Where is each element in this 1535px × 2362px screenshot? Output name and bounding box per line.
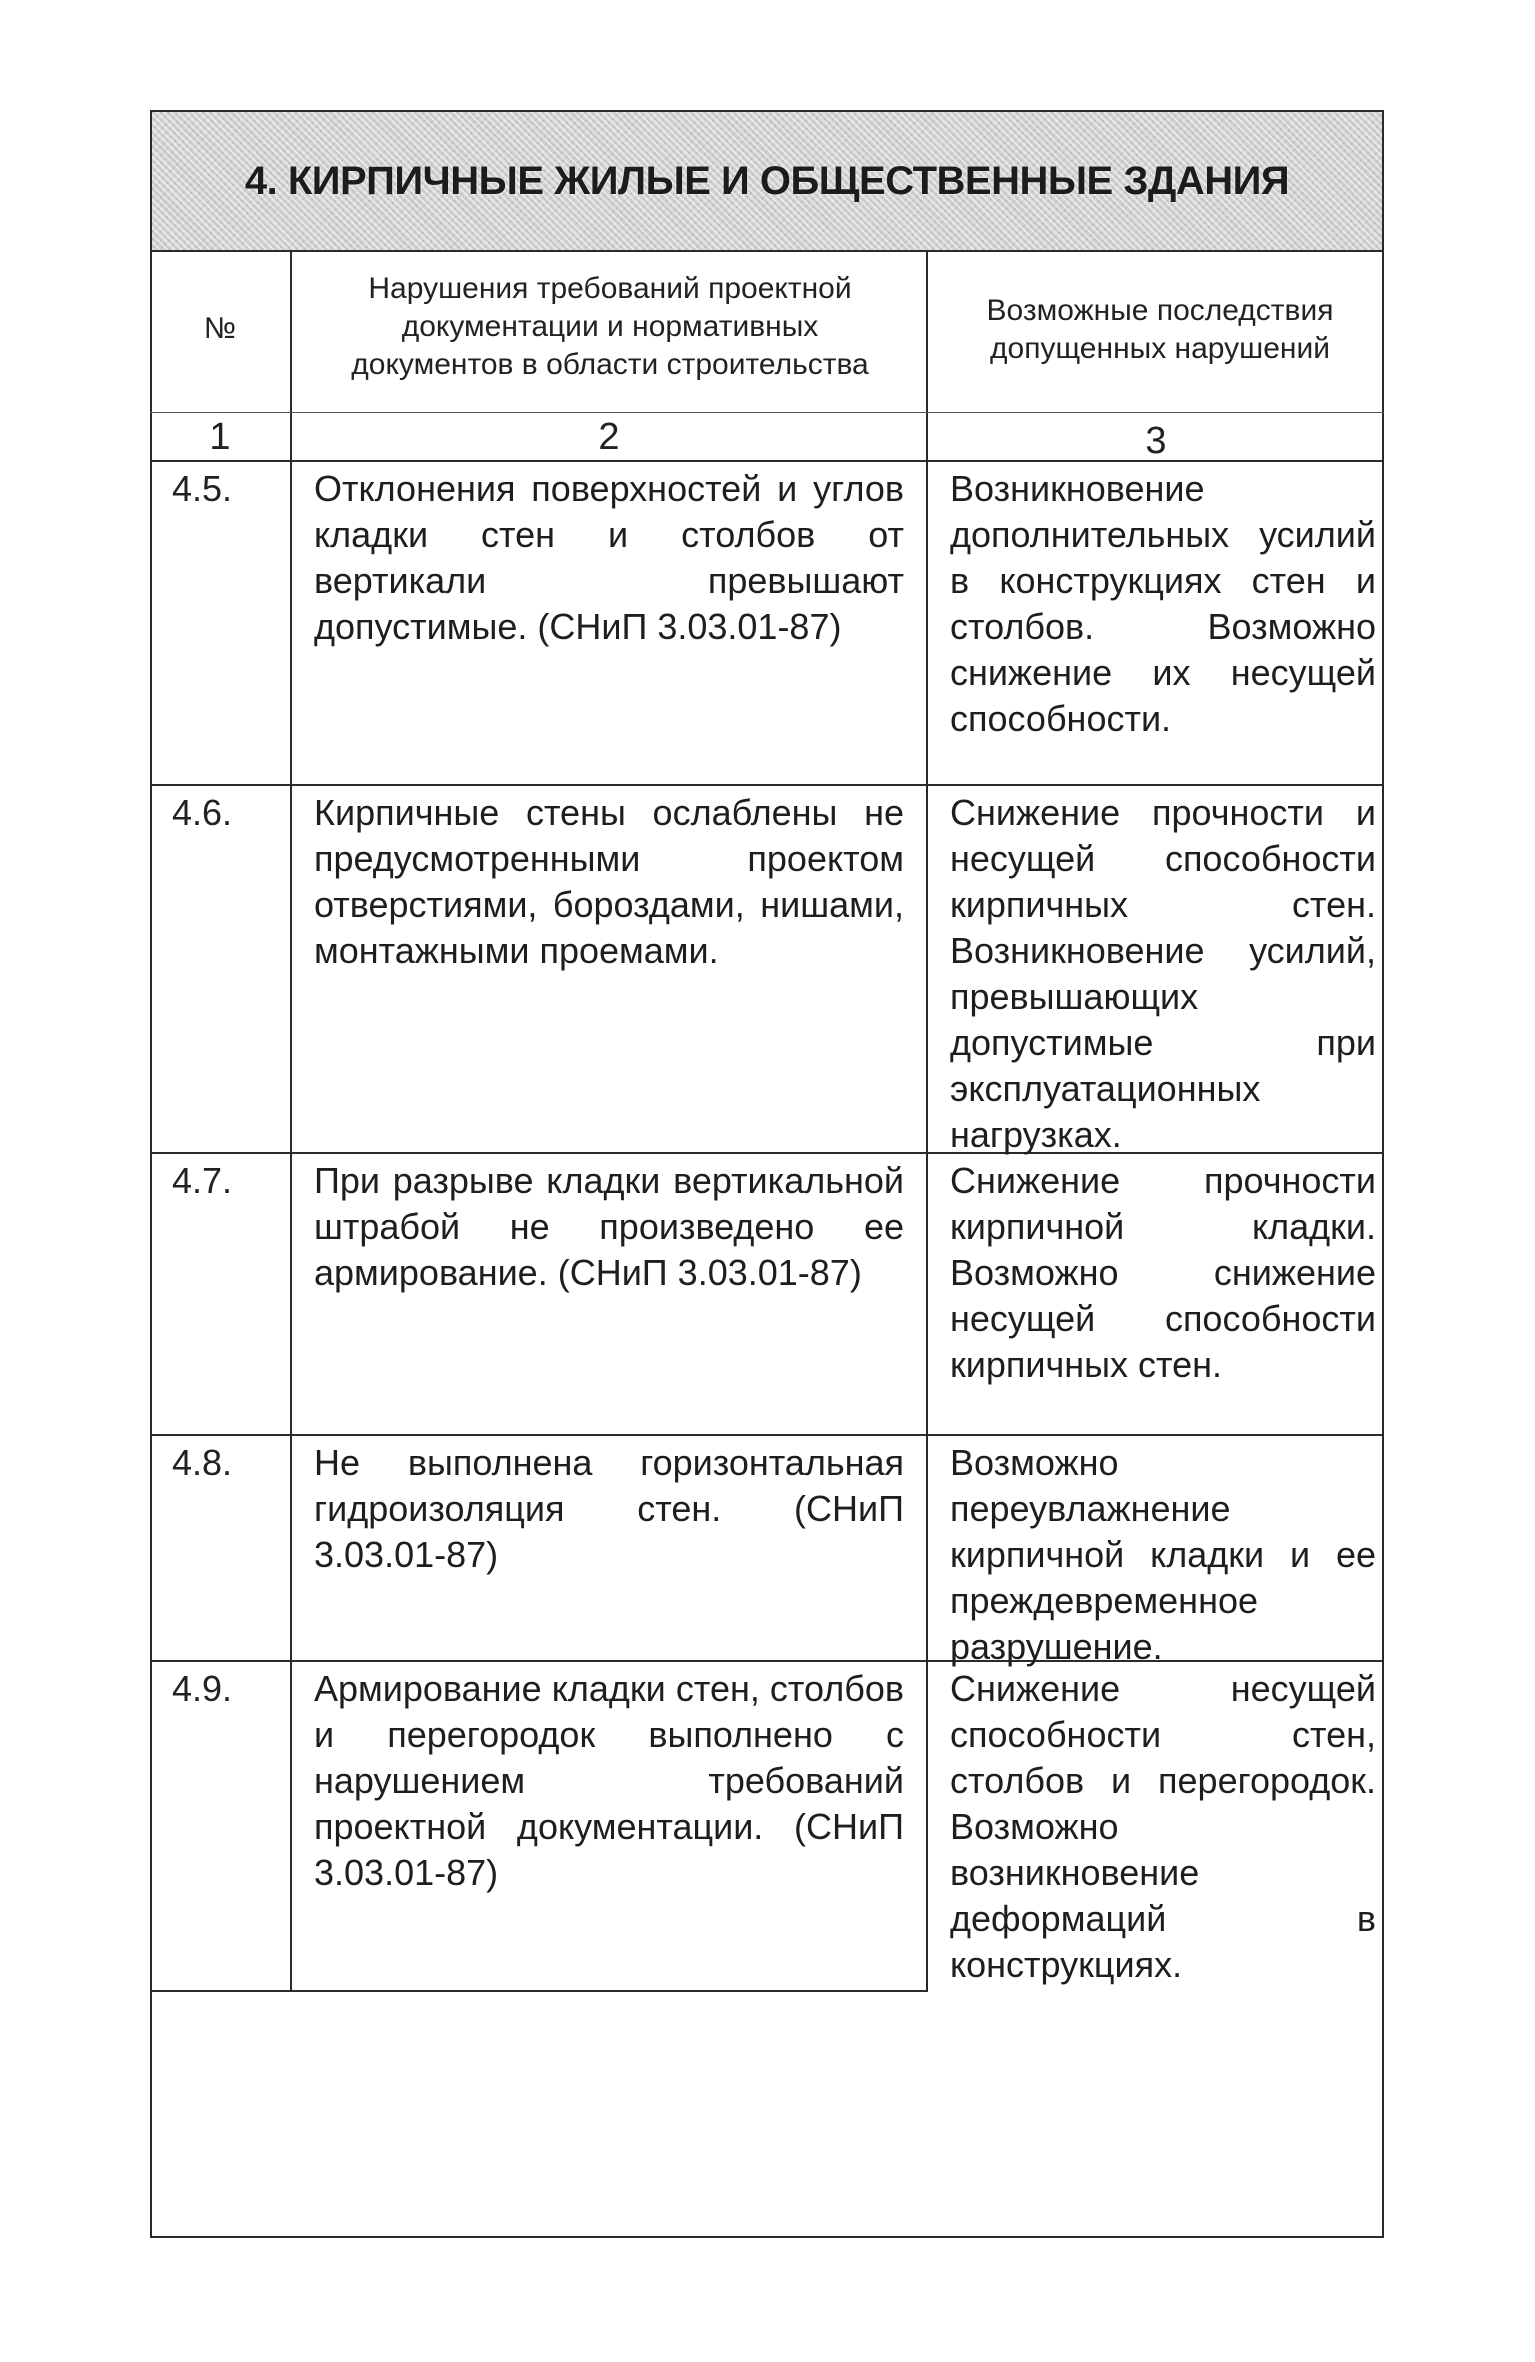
violation-cell: Кирпичные стены ослаблены не предусмотренными проектом отверстиями, бороздами, нишами, монтажными проемами. bbox=[314, 792, 904, 971]
col-header-violation: Нарушения требований проектной документации и нормативных документов в области строительства bbox=[351, 272, 869, 381]
consequence-cell: Возникновение дополнительных усилий в конструкциях стен и столбов. Возможно снижение их несущей способности. bbox=[950, 468, 1376, 739]
col-header-num: № bbox=[203, 312, 237, 345]
row-number: 4.6. bbox=[172, 792, 233, 833]
violation-cell: Не выполнена горизонтальная гидроизоляция стен. (СНиП 3.03.01-87) bbox=[314, 1442, 904, 1575]
row-number: 4.5. bbox=[172, 468, 233, 509]
col-index-1: 1 bbox=[209, 416, 231, 458]
col-divider-1 bbox=[290, 252, 292, 1992]
index-row-top-line bbox=[150, 412, 1384, 413]
col-header-consequence: Возможные последствия допущенных нарушений bbox=[986, 294, 1334, 365]
col-divider-2 bbox=[926, 252, 928, 1992]
violation-cell: Армирование кладки стен, столбов и перегородок выполнено с нарушением требований проектной документации. (СНиП 3.03.01-87) bbox=[314, 1668, 904, 1893]
row-number: 4.9. bbox=[172, 1668, 233, 1709]
row-divider-1 bbox=[150, 784, 1384, 786]
row-number: 4.8. bbox=[172, 1442, 233, 1483]
row-number: 4.7. bbox=[172, 1160, 233, 1201]
consequence-cell: Возможно переувлажнение кирпичной кладки и ее преждевременное разрушение. bbox=[950, 1442, 1376, 1667]
col-index-2: 2 bbox=[598, 416, 620, 458]
row-divider-3 bbox=[150, 1434, 1384, 1436]
col-index-3: 3 bbox=[1145, 420, 1167, 462]
consequence-cell: Снижение прочности и несущей способности кирпичных стен. Возникновение усилий, превышающих допустимые при эксплуатационных нагрузках. bbox=[950, 792, 1376, 1155]
section-header bbox=[150, 110, 1384, 252]
section-title: 4. КИРПИЧНЫЕ ЖИЛЫЕ И ОБЩЕСТВЕННЫЕ ЗДАНИЯ bbox=[244, 158, 1290, 203]
consequence-cell: Снижение прочности кирпичной кладки. Возможно снижение несущей способности кирпичных стен. bbox=[950, 1160, 1376, 1385]
consequence-cell: Снижение несущей способности стен, столбов и перегородок. Возможно возникновение деформаций в конструкциях. bbox=[950, 1668, 1376, 1985]
violation-cell: При разрыве кладки вертикальной штрабой не произведено ее армирование. (СНиП 3.03.01-87) bbox=[314, 1160, 904, 1293]
row-divider-5 bbox=[150, 1990, 928, 1992]
violation-cell: Отклонения поверхностей и углов кладки стен и столбов от вертикали превышают допустимые. (СНиП 3.03.01-87) bbox=[314, 468, 904, 647]
